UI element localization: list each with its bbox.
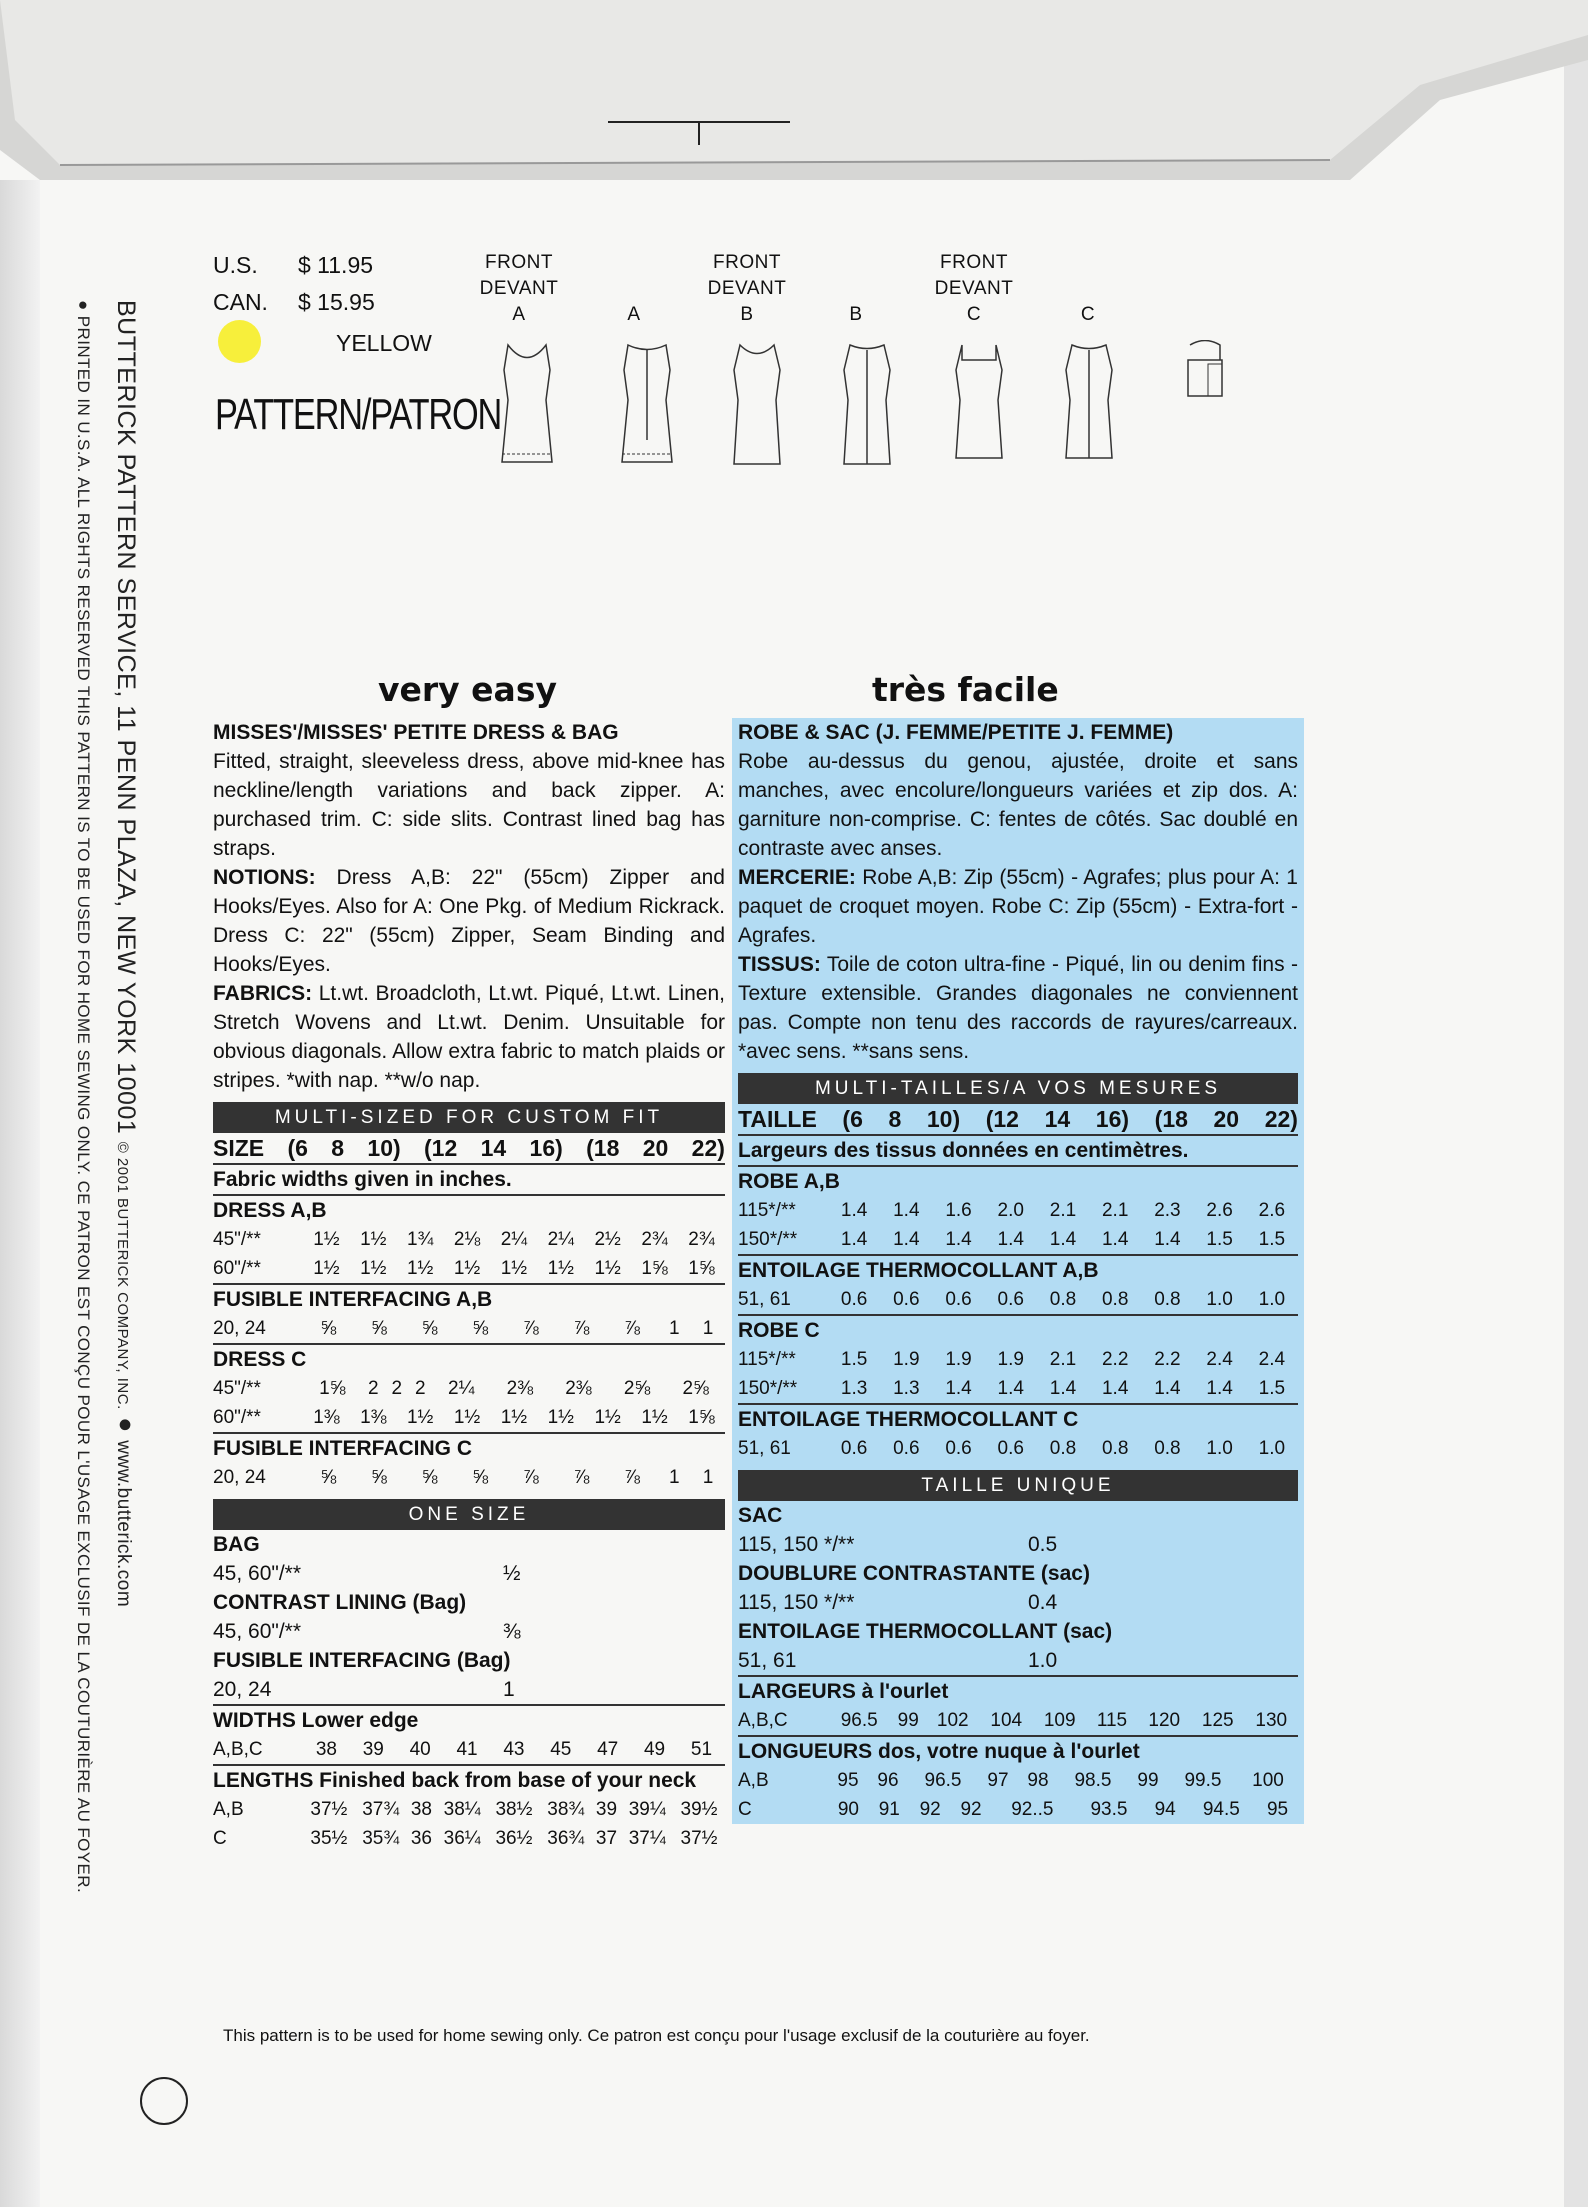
publisher-address: BUTTERICK PATTERN SERVICE, 11 PENN PLAZA, NEW YORK 10001 © 2001 BUTTERICK COMPANY, INC. ● www.butterick.com [112,300,140,1608]
size-value: 0.6 [893,1438,920,1459]
size-value: 1⅝ [688,1258,715,1279]
one-size-label: 20, 24 [213,1678,272,1701]
size-value: 38 [315,1739,337,1760]
description: Robe au-dessus du genou, ajustée, droite et sans manches, avec encolure/longueurs variées et zip dos. A: garniture non-comprise. C: fentes de côtés. Sac doublé en contraste avec anses. [738,750,1298,860]
size-value: ⅝ [320,1318,337,1339]
size-value: 1 [702,1467,714,1488]
size-value: 39 [362,1739,384,1760]
width-note: Fabric widths given in inches. [213,1163,725,1194]
size-value: 37¼ [628,1828,666,1849]
size-value: 2.6 [1258,1200,1286,1221]
bag-sketch [1180,340,1230,400]
size-value: 1.5 [1258,1229,1286,1250]
size-value: 37½ [680,1828,718,1849]
row-label: 45"/** [213,1229,261,1250]
size-value: 1.0 [1258,1438,1286,1459]
size-value: 94.5 [1202,1799,1240,1820]
widths-row [738,1706,1298,1735]
size-value: 130 [1255,1710,1288,1731]
row-label: A,B,C [738,1710,788,1731]
size-value: 35¾ [362,1828,400,1849]
size-value: 2.4 [1206,1349,1233,1370]
size-value: 92 [960,1799,982,1820]
row-label: C [213,1828,227,1849]
envelope-flap [0,0,1588,210]
size-value: 49 [643,1739,666,1760]
size-value: 47 [597,1739,619,1760]
size-value: ⅞ [573,1467,590,1488]
size-value: 1½ [641,1407,668,1428]
size-value: 2¼ [500,1229,528,1250]
size-value: 1⅝ [641,1258,668,1279]
size-value: 96 [877,1770,899,1791]
size-value: 1.4 [997,1229,1024,1250]
row-label: A,B,C [213,1739,263,1760]
color-code-dot [218,320,261,363]
size-value: ⅝ [320,1467,337,1488]
size-token: 16) [1095,1106,1130,1132]
size-token: 14 [1044,1106,1071,1132]
size-value: 104 [990,1710,1023,1731]
size-value: 1¾ [406,1229,434,1250]
one-size-sections [738,1501,1298,1675]
size-token: TAILLE [738,1106,817,1132]
size-value: 41 [456,1739,478,1760]
size-value: 1.0 [1206,1438,1233,1459]
one-size-value: 1 [503,1678,515,1701]
row-label: 115*/** [738,1200,796,1221]
size-value: 2.3 [1154,1200,1181,1221]
size-value: 0.8 [1101,1289,1129,1310]
size-value: 1½ [453,1407,481,1428]
size-value: 0.6 [997,1438,1024,1459]
size-value: 40 [409,1739,431,1760]
size-value: 95 [837,1770,859,1791]
size-value: 1½ [500,1258,528,1279]
right-edge [1564,0,1588,2207]
one-size-value: 1.0 [1028,1649,1058,1672]
size-value: 1.4 [893,1200,920,1221]
size-value: 38¼ [443,1799,481,1820]
price-amount: $ 11.95 [298,252,374,278]
size-value: ⅞ [624,1318,640,1339]
one-size-title: SAC [738,1504,783,1527]
size-token: 8 [888,1106,902,1132]
size-value: ⅝ [472,1318,489,1339]
yardage-sections [738,1165,1298,1463]
size-token: SIZE [213,1135,265,1161]
size-value: 2⅜ [506,1378,534,1399]
size-value: 1.0 [1206,1289,1233,1310]
size-value: 1½ [360,1258,387,1279]
size-value: 1 [702,1318,714,1339]
size-value: 1½ [500,1407,528,1428]
size-value: 1.4 [997,1378,1024,1399]
size-value: 1½ [594,1407,621,1428]
description: Fitted, straight, sleeveless dress, above mid-knee has neckline/length variations and back zipper. A: purchased trim. C: side slits. Contrast lined bag has straps. [213,750,725,860]
size-token: 20 [1213,1106,1240,1132]
size-value: 2¼ [448,1378,475,1399]
size-value: 1.4 [840,1229,868,1250]
dress-a-back-sketch [612,340,682,470]
english-column [213,718,725,1853]
row-label: C [738,1799,752,1820]
row-label: 150*/** [738,1229,798,1250]
size-token: 16) [529,1135,563,1161]
one-size-value: 0.5 [1028,1533,1058,1556]
size-value: 90 [837,1799,859,1820]
size-value: 1.9 [945,1349,972,1370]
size-value: 1.4 [893,1229,920,1250]
one-size-title: CONTRAST LINING (Bag) [213,1591,467,1614]
size-value: 38 [410,1799,432,1820]
view-label-front-c: FRONT DEVANT C [934,252,1014,325]
one-size-bar: TAILLE UNIQUE [738,1470,1298,1501]
size-value: 35½ [310,1828,348,1849]
french-heading: très facile [872,670,1059,709]
size-value: 2.1 [1049,1349,1077,1370]
one-size-value: ⅜ [503,1620,521,1643]
size-value: 1.5 [840,1349,868,1370]
size-token: 20 [642,1135,669,1161]
size-token: (18 [586,1135,620,1161]
size-value: 1½ [547,1258,575,1279]
size-token: (12 [985,1106,1019,1132]
size-value: ⅞ [573,1318,590,1339]
one-size-title: DOUBLURE CONTRASTANTE (sac) [738,1562,1090,1585]
size-value: 1⅝ [688,1407,715,1428]
pattern-label: PATTERN/PATRON [215,390,502,439]
one-size-title: BAG [213,1533,260,1556]
size-value: 37½ [310,1799,348,1820]
size-value: 37 [595,1828,618,1849]
size-value: 2⅝ [682,1378,709,1399]
size-value: 98.5 [1074,1770,1112,1791]
size-value: 0.6 [893,1289,920,1310]
size-value: 1.4 [1101,1229,1129,1250]
multi-size-bar: MULTI-SIZED FOR CUSTOM FIT [213,1102,725,1133]
size-value: 1½ [313,1229,340,1250]
color-code-label: YELLOW [336,330,432,356]
price-country: CAN. [213,289,268,315]
size-value: 1.0 [1258,1289,1286,1310]
size-value: 120 [1148,1710,1181,1731]
size-value: 96.5 [840,1710,878,1731]
size-value: 2 [414,1378,426,1399]
view-label-back-a: A [627,304,641,325]
notions: NOTIONS: Dress A,B: 22" (55cm) Zipper and Hooks/Eyes. Also for A: One Pkg. of Medium Rickrack. Dress C: 22" (55cm) Zipper, Seam Binding and Hooks/Eyes. [213,866,725,976]
size-value: 92 [919,1799,941,1820]
size-value: 1.3 [893,1378,920,1399]
size-value: 1.4 [1154,1229,1181,1250]
size-value: 1⅜ [313,1407,340,1428]
size-value: 0.8 [1154,1438,1181,1459]
size-value: 92..5 [1011,1799,1054,1820]
size-value: 96.5 [924,1770,962,1791]
size-value: 1½ [360,1229,387,1250]
size-value: 125 [1201,1710,1234,1731]
size-value: 2.2 [1101,1349,1129,1370]
row-label: A,B [738,1770,769,1791]
size-value: 1.3 [840,1378,868,1399]
size-token: (6 [287,1135,308,1161]
size-value: ⅞ [522,1318,539,1339]
size-value: 1.4 [945,1229,972,1250]
left-margin-shadow [0,180,40,2207]
price-us [213,247,375,284]
size-value: 1½ [594,1258,621,1279]
size-value: 2.2 [1154,1349,1181,1370]
size-value: 2 [368,1378,379,1399]
one-size-label: 115, 150 */** [738,1533,855,1556]
size-value: 1½ [547,1407,575,1428]
notions: MERCERIE: Robe A,B: Zip (55cm) - Agrafes; plus pour A: 1 paquet de croquet moyen. Robe C: Zip (55cm) - Extra-fort - Agrafes. [738,866,1298,947]
size-value: 36½ [495,1828,533,1849]
punch-hole [140,2077,188,2125]
size-value: 1.4 [840,1200,868,1221]
row-label: 115*/** [738,1349,796,1370]
size-value: 1½ [406,1258,434,1279]
size-value: 2½ [594,1229,621,1250]
size-value: 2.4 [1258,1349,1286,1370]
size-token: 10) [367,1135,401,1161]
dress-b-front-sketch [722,340,792,470]
size-value: 2¾ [688,1229,715,1250]
size-line [213,1133,725,1163]
size-value: 1.9 [997,1349,1024,1370]
size-value: 51 [690,1739,713,1760]
widths-title: LARGEURS à l'ourlet [738,1675,1298,1706]
size-value: 94 [1154,1799,1176,1820]
size-value: 0.8 [1154,1289,1181,1310]
size-token: 22) [691,1135,725,1161]
size-token: (18 [1154,1106,1188,1132]
section-title: FUSIBLE INTERFACING C [213,1432,725,1463]
size-value: 1½ [453,1258,481,1279]
size-value: ⅝ [421,1318,438,1339]
size-value: 0.6 [945,1438,972,1459]
size-value: 36¾ [547,1828,585,1849]
dress-c-front-sketch [944,340,1014,470]
size-value: ⅞ [522,1467,539,1488]
one-size-label: 51, 61 [738,1649,797,1672]
one-size-value: 0.4 [1028,1591,1058,1614]
size-token: (6 [842,1106,863,1132]
size-value: 1 [668,1318,680,1339]
price-list [213,247,375,321]
one-size-label: 45, 60"/** [213,1562,302,1585]
size-value: ⅝ [371,1318,387,1339]
size-line [738,1104,1298,1134]
size-value: 1.4 [945,1378,972,1399]
section-title: ENTOILAGE THERMOCOLLANT C [738,1403,1298,1434]
size-value: 0.6 [840,1289,868,1310]
view-label-back-b: B [849,304,863,325]
size-value: 36 [410,1828,432,1849]
size-value: ⅞ [624,1467,640,1488]
widths-title: WIDTHS Lower edge [213,1704,725,1735]
one-size-label: 115, 150 */** [738,1591,855,1614]
size-value: 100 [1252,1770,1284,1791]
multi-size-bar: MULTI-TAILLES/A VOS MESURES [738,1073,1298,1104]
lengths-rows [738,1766,1298,1824]
size-value: 109 [1043,1710,1076,1731]
dress-b-back-sketch [832,340,902,470]
size-value: 0.6 [840,1438,868,1459]
size-value: 102 [936,1710,969,1731]
size-value: 1½ [313,1258,340,1279]
size-value: 38¾ [547,1799,585,1820]
price-amount: $ 15.95 [298,289,375,315]
view-label-front-b: FRONT DEVANT B [707,252,787,325]
size-value: 1.6 [945,1200,972,1221]
size-value: 2.0 [997,1200,1024,1221]
size-value: 0.8 [1049,1438,1077,1459]
footer-note: This pattern is to be used for home sewing only. Ce patron est conçu pour l'usage exclusif de la couturière au foyer. [223,2026,1090,2045]
row-label: 20, 24 [213,1318,266,1339]
size-value: 99 [897,1710,919,1731]
size-value: ⅝ [371,1467,387,1488]
size-token: (12 [424,1135,458,1161]
size-value: 2⅜ [565,1378,592,1399]
size-value: 1.5 [1258,1378,1286,1399]
width-note: Largeurs des tissus données en centimètres. [738,1134,1298,1165]
size-value: 1.4 [1206,1378,1233,1399]
view-label-back-c: C [1080,304,1096,325]
size-value: 2¾ [641,1229,668,1250]
one-size-title: ENTOILAGE THERMOCOLLANT (sac) [738,1620,1113,1643]
size-value: 2⅝ [623,1378,651,1399]
size-value: 0.6 [945,1289,972,1310]
size-value: 43 [503,1739,525,1760]
size-value: 2.6 [1206,1200,1233,1221]
section-title: ROBE C [738,1314,1298,1345]
row-label: 60"/** [213,1258,261,1279]
section-title: DRESS C [213,1343,725,1374]
size-token: 8 [331,1135,345,1161]
size-token: 22) [1264,1106,1298,1132]
size-value: 1⅝ [319,1378,346,1399]
one-size-title: FUSIBLE INTERFACING (Bag) [213,1649,511,1672]
size-value: 2⅛ [453,1229,481,1250]
legal-notice: ● PRINTED IN U.S.A. ALL RIGHTS RESERVED THIS PATTERN IS TO BE USED FOR HOME SEWING ONLY. CE PATRON EST CONÇU POUR L'USAGE EXCLUSIF DE LA COUTURIÈRE AU FOYER. [74,300,93,1894]
row-label: A,B [213,1799,244,1820]
widths-row [213,1735,725,1764]
size-value: 99.5 [1184,1770,1222,1791]
row-label: 45"/** [213,1378,261,1399]
lengths-title: LENGTHS Finished back from base of your neck [213,1764,725,1795]
section-title: ENTOILAGE THERMOCOLLANT A,B [738,1254,1298,1285]
size-value: 1.4 [1101,1378,1129,1399]
size-value: 1.5 [1206,1229,1233,1250]
size-value: 0.8 [1101,1438,1129,1459]
row-label: 51, 61 [738,1438,791,1459]
size-value: 95 [1266,1799,1289,1820]
one-size-bar: ONE SIZE [213,1499,725,1530]
size-value: 39 [595,1799,618,1820]
one-size-value: ½ [503,1562,521,1585]
size-token: 14 [480,1135,507,1161]
size-value: 98 [1027,1770,1049,1791]
one-size-label: 45, 60"/** [213,1620,302,1643]
size-value: 36¼ [443,1828,481,1849]
pattern-title: MISSES'/MISSES' PETITE DRESS & BAG [213,721,619,744]
size-value: 115 [1096,1710,1128,1731]
size-token: 10) [926,1106,961,1132]
french-column [732,718,1304,1824]
section-title: DRESS A,B [213,1194,725,1225]
size-value: ⅝ [421,1467,438,1488]
row-label: 150*/** [738,1378,798,1399]
size-value: 93.5 [1090,1799,1128,1820]
size-value: 2¼ [547,1229,575,1250]
size-value: 97 [987,1770,1009,1791]
size-value: 1.4 [1154,1378,1181,1399]
english-heading: very easy [378,670,557,709]
section-title: FUSIBLE INTERFACING A,B [213,1283,725,1314]
size-value: 2 [391,1378,403,1399]
lengths-title: LONGUEURS dos, votre nuque à l'ourlet [738,1735,1298,1766]
size-value: 38½ [495,1799,533,1820]
size-value: 1½ [406,1407,434,1428]
price-can [213,284,375,321]
section-title: ROBE A,B [738,1165,1298,1196]
size-value: 37¾ [362,1799,400,1820]
row-label: 20, 24 [213,1467,266,1488]
size-value: 0.6 [997,1289,1024,1310]
lengths-rows [213,1795,725,1853]
size-value: 39¼ [628,1799,666,1820]
price-country: U.S. [213,252,258,278]
size-value: 1.9 [893,1349,920,1370]
size-value: 45 [550,1739,572,1760]
size-value: ⅝ [472,1467,489,1488]
size-value: 39½ [680,1799,718,1820]
size-value: 1.4 [1049,1229,1077,1250]
size-value: 1 [668,1467,680,1488]
dress-a-front-sketch [492,340,562,470]
size-value: 2.1 [1049,1200,1077,1221]
size-value: 0.8 [1049,1289,1077,1310]
yardage-sections [213,1194,725,1492]
size-value: 99 [1137,1770,1159,1791]
size-value: 1.4 [1049,1378,1077,1399]
pattern-title: ROBE & SAC (J. FEMME/PETITE J. FEMME) [738,721,1174,744]
size-value: 91 [878,1799,900,1820]
one-size-sections [213,1530,725,1704]
fabrics: TISSUS: Toile de coton ultra-fine - Piqué, lin ou denim fins - Texture extensible. Grandes diagonales ne conviennent pas. Compte non tenu des raccords de rayures/carreaux. *avec sens. **sans sens. [738,953,1298,1063]
view-label-front-a: FRONT DEVANT A [479,252,559,325]
fabrics: FABRICS: Lt.wt. Broadcloth, Lt.wt. Piqué, Lt.wt. Linen, Stretch Wovens and Lt.wt. Denim. Unsuitable for obvious diagonals. Allow extra fabric to match plaids or stripes. *with nap. **w/o nap. [213,982,725,1092]
size-value: 2.1 [1101,1200,1129,1221]
size-value: 1⅜ [360,1407,387,1428]
dress-c-back-sketch [1054,340,1124,470]
row-label: 51, 61 [738,1289,791,1310]
row-label: 60"/** [213,1407,261,1428]
